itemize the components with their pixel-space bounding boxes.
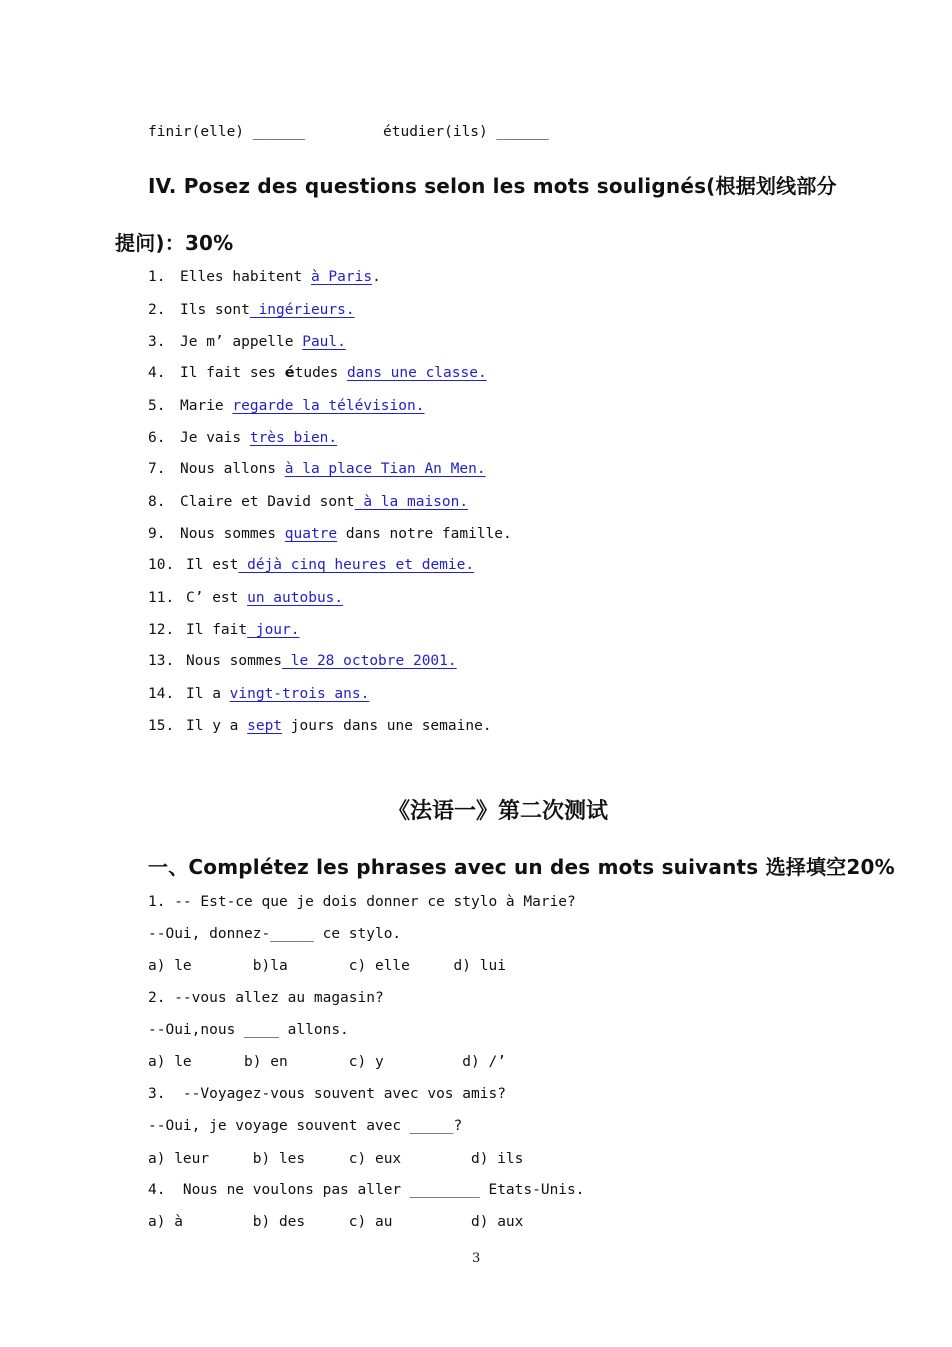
underlined-answer: vingt-trois ans. — [229, 686, 370, 702]
question-item — [148, 430, 337, 446]
underlined-answer: dans une classe. — [347, 365, 487, 381]
question-text: Il est — [186, 557, 239, 573]
conjugation-etudier: étudier(ils) ______ — [383, 124, 549, 140]
question-number: 7. — [148, 461, 166, 477]
question-text-end: . — [372, 269, 381, 285]
underlined-answer: déjà cinq heures et demie. — [238, 557, 475, 573]
question-text: Nous allons — [180, 461, 285, 477]
question-text: Il fait — [186, 622, 248, 638]
conjugation-finir: finir(elle) ______ — [148, 124, 306, 140]
question-item — [148, 334, 346, 350]
question-text-end: jours dans une semaine. — [282, 718, 492, 734]
question-number: 9. — [148, 526, 166, 542]
exercise-line: 4. Nous ne voulons pas aller ________ Etats-Unis. — [148, 1182, 585, 1198]
question-item — [148, 365, 487, 381]
underlined-answer: le 28 octobre 2001. — [282, 653, 457, 669]
question-item — [148, 718, 492, 734]
question-text: Il a — [186, 686, 230, 702]
question-text: C’ est — [186, 590, 248, 606]
underlined-answer: Paul. — [302, 334, 346, 350]
underlined-answer: un autobus. — [247, 590, 344, 606]
question-item — [148, 302, 355, 318]
question-number: 12. — [148, 622, 175, 638]
question-text: Je vais — [180, 430, 250, 446]
underlined-answer: quatre — [284, 526, 338, 542]
underlined-answer: ingérieurs. — [249, 302, 355, 318]
question-item — [148, 461, 486, 477]
question-number: 3. — [148, 334, 166, 350]
underlined-answer: très bien. — [249, 430, 338, 446]
question-number: 15. — [148, 718, 175, 734]
underlined-answer: à la place Tian An Men. — [284, 461, 486, 477]
section-4-heading-line1: IV. Posez des questions selon les mots soulignés(根据划线部分 — [148, 174, 837, 198]
exercise-line: a) leur b) les c) eux d) ils — [148, 1151, 524, 1167]
underlined-answer: sept — [247, 718, 283, 734]
question-item — [148, 590, 343, 606]
question-number: 1. — [148, 269, 166, 285]
underlined-answer: à Paris — [310, 269, 373, 285]
question-text: Je m’ appelle — [180, 334, 303, 350]
exercise-line: --Oui, je voyage souvent avec _____? — [148, 1118, 463, 1134]
question-text: Ils sont — [180, 302, 250, 318]
underlined-answer: jour. — [247, 622, 300, 638]
question-number: 2. — [148, 302, 166, 318]
question-item — [148, 557, 474, 573]
question-text: Nous sommes — [186, 653, 283, 669]
question-item — [148, 653, 457, 669]
question-text: Il fait ses — [180, 365, 285, 381]
question-text-accent: é — [284, 365, 295, 381]
underlined-answer: à la maison. — [354, 494, 469, 510]
exercise-line: a) à b) des c) au d) aux — [148, 1214, 524, 1230]
question-text: Nous sommes — [180, 526, 285, 542]
section-4-heading-line2: 提问)：30% — [115, 231, 234, 255]
exercise-line: a) le b)la c) elle d) lui — [148, 958, 506, 974]
question-item — [148, 398, 424, 414]
question-number: 11. — [148, 590, 175, 606]
underlined-answer: regarde la télévision. — [232, 398, 425, 414]
question-text-end: dans notre famille. — [337, 526, 512, 542]
page-number: 3 — [472, 1251, 481, 1266]
exercise-line: 1. -- Est-ce que je dois donner ce stylo à Marie? — [148, 894, 576, 910]
exercise-line: 2. --vous allez au magasin? — [148, 990, 384, 1006]
question-text: tudes — [294, 365, 347, 381]
test-2-title: 《法语一》第二次测试 — [388, 799, 609, 824]
question-item — [148, 622, 300, 638]
question-text: Elles habitent — [180, 269, 311, 285]
question-number: 4. — [148, 365, 166, 381]
exercise-line: --Oui, donnez-_____ ce stylo. — [148, 926, 402, 942]
question-number: 14. — [148, 686, 175, 702]
question-item — [148, 526, 512, 542]
question-number: 6. — [148, 430, 166, 446]
exercise-line: a) le b) en c) y d) /’ — [148, 1054, 506, 1070]
question-number: 10. — [148, 557, 175, 573]
test-2-section-1-heading: 一、Complétez les phrases avec un des mots suivants 选择填空20% — [148, 855, 895, 879]
question-number: 5. — [148, 398, 166, 414]
question-item — [148, 686, 369, 702]
exercise-line: 3. --Voyagez-vous souvent avec vos amis? — [148, 1086, 506, 1102]
question-item — [148, 494, 468, 510]
question-text: Claire et David sont — [180, 494, 355, 510]
question-text: Il y a — [186, 718, 248, 734]
question-number: 8. — [148, 494, 166, 510]
exercise-line: --Oui,nous ____ allons. — [148, 1022, 349, 1038]
question-number: 13. — [148, 653, 175, 669]
question-item — [148, 269, 381, 285]
question-text: Marie — [180, 398, 233, 414]
